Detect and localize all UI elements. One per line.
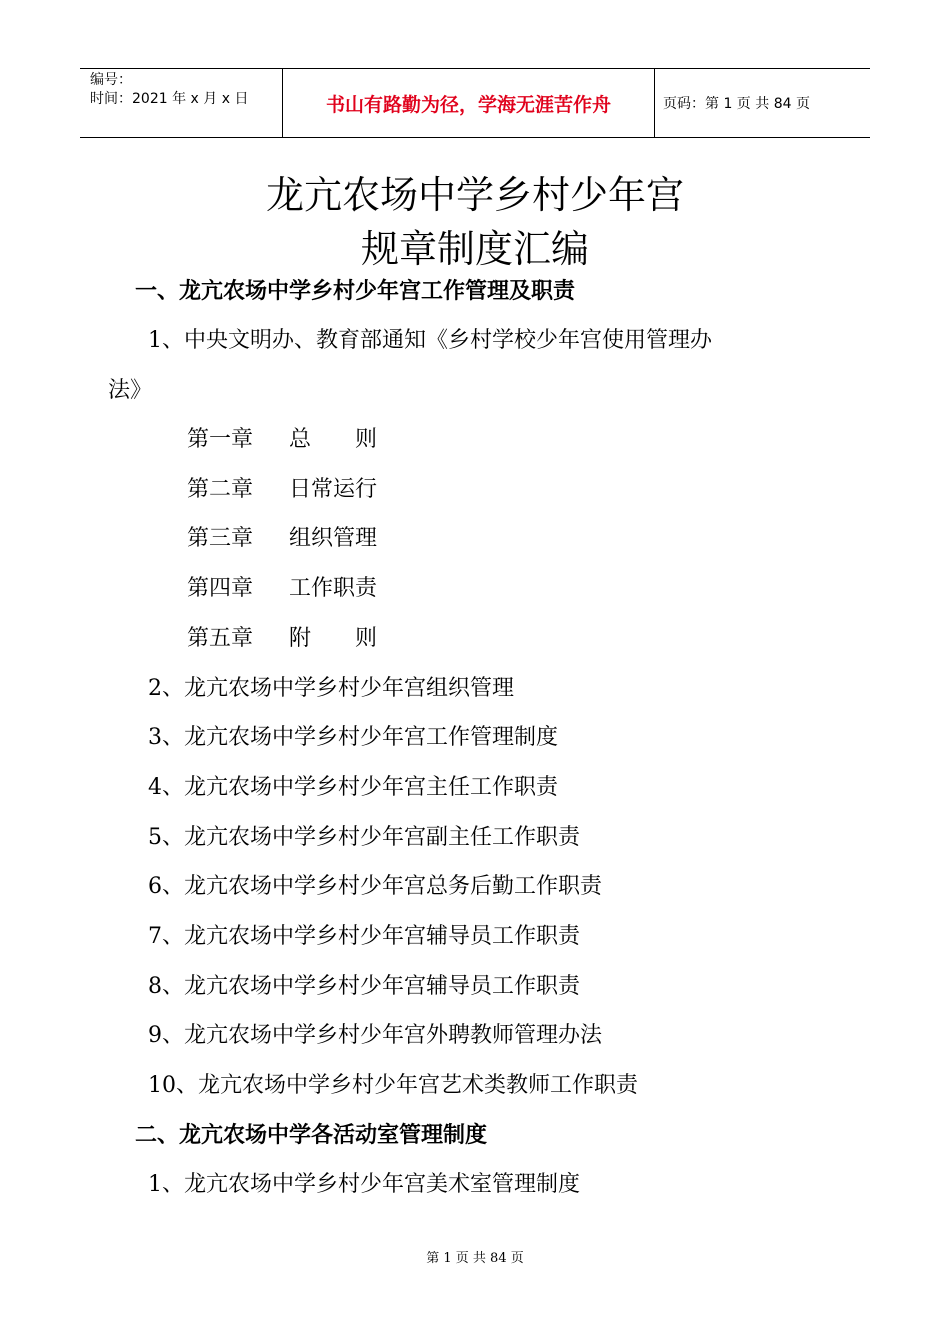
chapter-name: 总 则: [289, 427, 378, 452]
list-item: 10、龙亢农场中学乡村少年宫艺术类教师工作职责: [148, 1073, 638, 1098]
header-page-info: 页码：第 1 页 共 84 页: [663, 96, 810, 112]
chapter-name: 附 则: [289, 626, 378, 651]
chapter-row: [187, 472, 377, 503]
section-heading-2: 二、龙亢农场中学各活动室管理制度: [135, 1123, 488, 1148]
document-header: [80, 68, 870, 138]
section-heading-1: 一、龙亢农场中学乡村少年宫工作管理及职责: [135, 279, 576, 304]
list-item-continuation: 法》: [108, 378, 153, 403]
chapter-name: 日常运行: [289, 477, 378, 502]
chapter-number: 第二章: [187, 477, 254, 502]
list-item: 4、龙亢农场中学乡村少年宫主任工作职责: [148, 775, 558, 800]
list-item: 9、龙亢农场中学乡村少年宫外聘教师管理办法: [148, 1023, 602, 1048]
chapter-number: 第四章: [187, 576, 254, 601]
list-item: 8、龙亢农场中学乡村少年宫辅导员工作职责: [148, 974, 580, 999]
chapter-row: [187, 571, 377, 602]
list-item: 7、龙亢农场中学乡村少年宫辅导员工作职责: [148, 924, 580, 949]
list-item: 1、龙亢农场中学乡村少年宫美术室管理制度: [148, 1172, 580, 1197]
list-item: 1、中央文明办、教育部通知《乡村学校少年宫使用管理办: [148, 328, 712, 353]
time-label: 时间：2021 年 x 月 x 日: [90, 91, 249, 107]
document-title-line1: 龙亢农场中学乡村少年宫: [265, 173, 684, 217]
list-item: 6、龙亢农场中学乡村少年宫总务后勤工作职责: [148, 874, 602, 899]
list-item: 3、龙亢农场中学乡村少年宫工作管理制度: [148, 725, 558, 750]
page-footer: 第 1 页 共 84 页: [426, 1251, 524, 1266]
code-label: 编号：: [90, 72, 132, 88]
list-item: 5、龙亢农场中学乡村少年宫副主任工作职责: [148, 825, 580, 850]
chapter-row: [187, 621, 377, 652]
chapter-number: 第五章: [187, 626, 254, 651]
chapter-row: [187, 422, 377, 453]
chapter-name: 工作职责: [289, 576, 378, 601]
chapter-number: 第一章: [187, 427, 254, 452]
chapter-name: 组织管理: [289, 526, 378, 551]
chapter-number: 第三章: [187, 526, 254, 551]
header-motto: 书山有路勤为径，学海无涯苦作舟: [282, 69, 655, 137]
document-title-line2: 规章制度汇编: [360, 227, 589, 271]
chapter-row: [187, 521, 377, 552]
header-meta: [80, 69, 282, 137]
list-item: 2、龙亢农场中学乡村少年宫组织管理: [148, 676, 514, 701]
